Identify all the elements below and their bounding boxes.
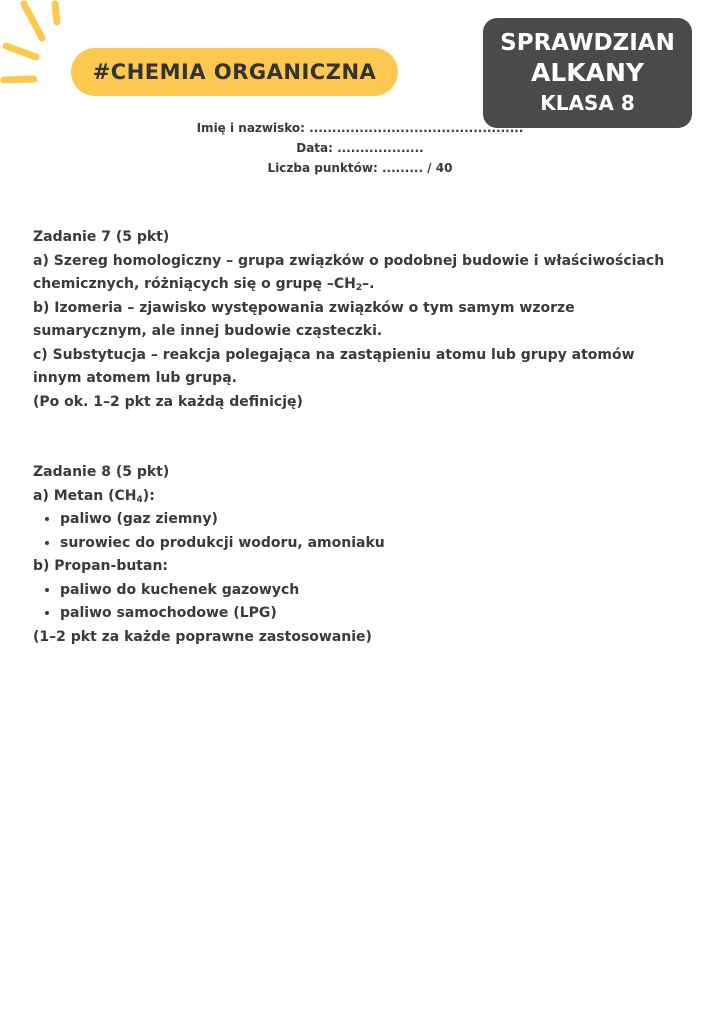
task-8-b-list	[33, 579, 683, 626]
badge-line-3: KLASA 8	[540, 91, 635, 115]
points-field: Liczba punktów: ......... / 40	[267, 161, 453, 175]
answer-key	[33, 226, 683, 649]
task-7-b: b) Izomeria – zjawisko występowania związków o tym samym wzorze sumarycznym, ale innej budowie cząsteczki.	[33, 299, 575, 339]
task-8-b: b) Propan-butan:	[33, 558, 169, 574]
task-8-a-list	[33, 508, 683, 555]
task-8-a	[33, 485, 683, 509]
hashtag-label: #CHEMIA ORGANICZNA	[92, 60, 377, 84]
subject-hashtag	[71, 48, 398, 96]
list-item: • paliwo samochodowe (LPG)	[60, 602, 683, 626]
student-info-fields	[120, 118, 600, 178]
task-8-a-subscript: 4	[136, 494, 143, 505]
badge-line-1: SPRAWDZIAN	[500, 30, 675, 56]
list-item: • paliwo do kuchenek gazowych	[60, 579, 683, 603]
task-8-title: Zadanie 8 (5 pkt)	[33, 464, 170, 480]
task-8-a-text: a) Metan (CH	[33, 487, 137, 504]
task-7-a-subscript: 2	[355, 283, 363, 293]
section-gap	[33, 414, 683, 461]
task-7-a-text: a) Szereg homologiczny – grupa związków o podobnej budowie i właściwościach chemicznych, różniących się o grupę –CH	[33, 252, 665, 292]
task-7-a	[33, 250, 683, 297]
name-field: Imię i nazwisko: ...............................................	[196, 121, 524, 135]
task-7-title: Zadanie 7 (5 pkt)	[33, 229, 170, 245]
badge-line-2: ALKANY	[530, 58, 645, 87]
task-7-c: c) Substytucja – reakcja polegająca na zastąpieniu atomu lub grupy atomów innym atomem lub grupą.	[33, 346, 635, 386]
list-item: • paliwo (gaz ziemny)	[60, 508, 683, 532]
task-7-note: (Po ok. 1–2 pkt za każdą definicję)	[33, 393, 303, 410]
sun-rays-decoration	[0, 0, 80, 100]
date-field: Data: ...................	[296, 141, 424, 155]
task-8-note: (1–2 pkt za każde poprawne zastosowanie)	[33, 628, 372, 645]
task-8-a-end: ):	[142, 487, 155, 504]
list-item: • surowiec do produkcji wodoru, amoniaku	[60, 532, 683, 556]
task-7-a-end: –.	[362, 276, 375, 292]
test-title-badge	[483, 18, 692, 128]
